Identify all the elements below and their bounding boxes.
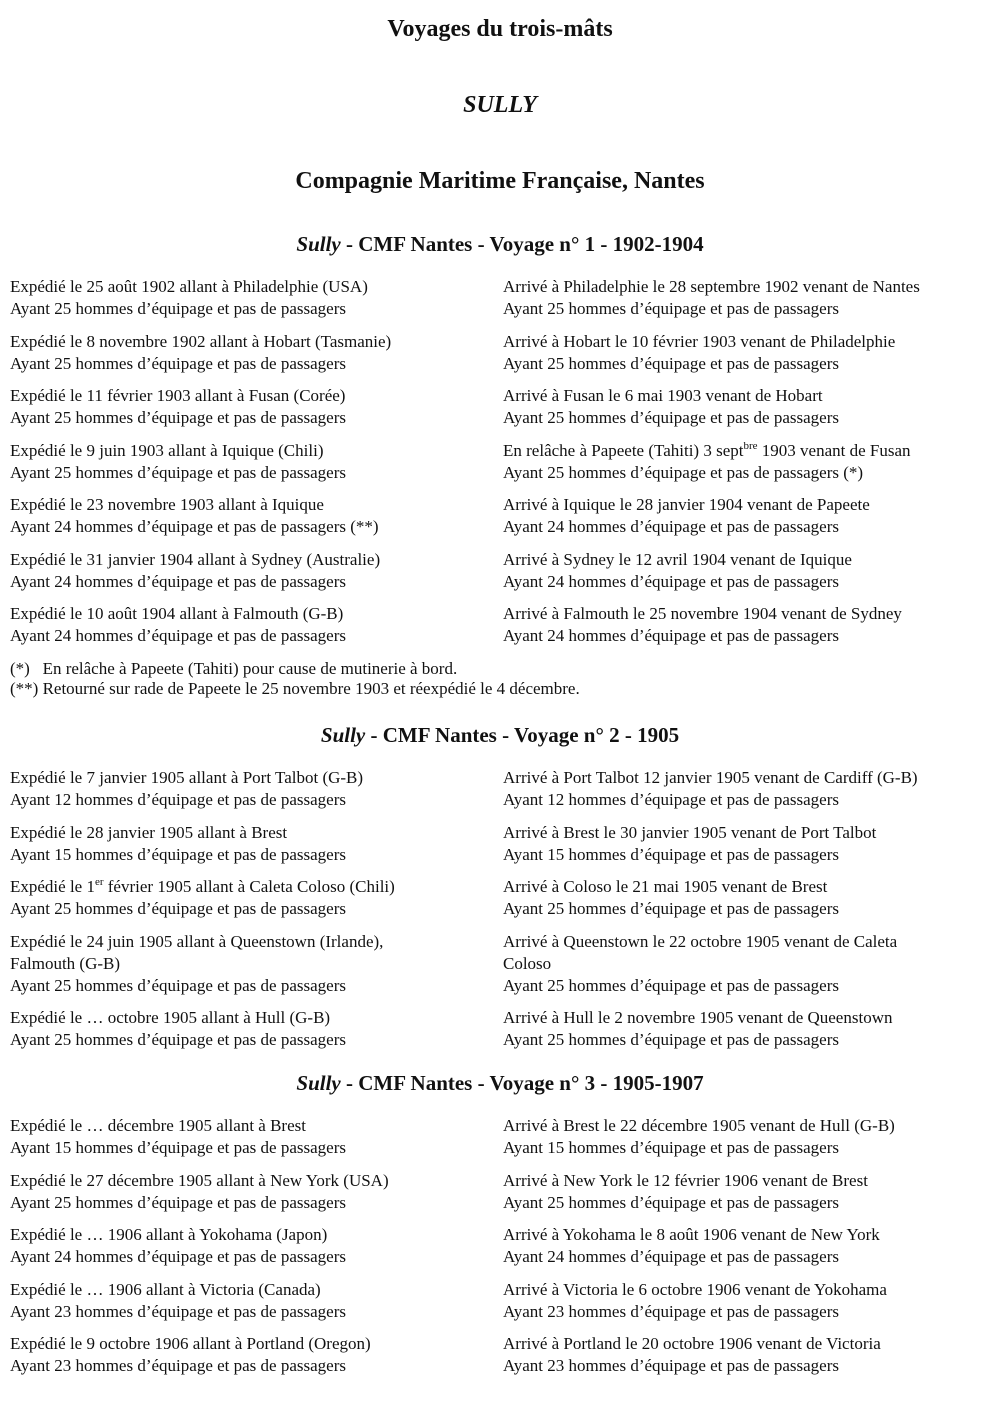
departure-entry xyxy=(10,494,503,538)
arrival-line: Arrivé à Sydney le 12 avril 1904 venant de Iquique xyxy=(503,549,852,569)
departure-entry xyxy=(10,385,503,429)
footnotes xyxy=(10,659,580,699)
departure-entry xyxy=(10,1224,503,1268)
crew-line: Ayant 25 hommes d’équipage et pas de passagers xyxy=(10,408,346,427)
departure-line: Expédié le 9 octobre 1906 allant à Portland (Oregon) xyxy=(10,1334,371,1353)
voyage-3-entries xyxy=(10,1115,990,1388)
crew-line: Ayant 25 hommes d’équipage et pas de passagers xyxy=(10,1030,346,1049)
crew-line: Ayant 15 hommes d’équipage et pas de passagers xyxy=(10,844,346,864)
departure-entry xyxy=(10,331,503,375)
arrival-entry xyxy=(503,931,990,997)
voyage-row xyxy=(10,1279,990,1323)
departure-entry xyxy=(10,603,503,647)
arrival-entry xyxy=(503,549,990,593)
voyage-heading-text: - CMF Nantes - Voyage n° 1 - 1902-1904 xyxy=(340,232,704,256)
voyage-row xyxy=(10,1333,990,1377)
departure-line: Expédié le 31 janvier 1904 allant à Sydney (Australie) xyxy=(10,549,381,569)
voyage-row xyxy=(10,603,990,647)
departure-line: Expédié le … 1906 allant à Victoria (Canada) xyxy=(10,1279,321,1299)
crew-line: Ayant 15 hommes d’équipage et pas de passagers xyxy=(503,844,839,864)
departure-line: Expédié le … décembre 1905 allant à Brest xyxy=(10,1116,306,1135)
crew-line: Ayant 12 hommes d’équipage et pas de passagers xyxy=(503,790,839,809)
departure-text-end: février 1905 allant à Caleta Coloso (Chili) xyxy=(103,877,395,896)
crew-line: Ayant 25 hommes d’équipage et pas de passagers xyxy=(503,899,839,918)
crew-line: Ayant 23 hommes d’équipage et pas de passagers xyxy=(503,1356,839,1375)
voyage-row xyxy=(10,440,990,484)
departure-entry xyxy=(10,931,503,997)
crew-line: Ayant 24 hommes d’équipage et pas de passagers xyxy=(10,626,346,645)
arrival-entry xyxy=(503,331,990,375)
crew-line: Ayant 15 hommes d’équipage et pas de passagers xyxy=(503,1138,839,1157)
voyage-3-title xyxy=(0,1071,1000,1096)
departure-line xyxy=(10,876,503,898)
voyage-row xyxy=(10,1224,990,1268)
crew-line: Ayant 25 hommes d’équipage et pas de passagers xyxy=(10,353,346,373)
arrival-entry xyxy=(503,822,990,866)
arrival-line: Arrivé à Falmouth le 25 novembre 1904 venant de Sydney xyxy=(503,604,902,623)
footnote-2: (**) Retourné sur rade de Papeete le 25 novembre 1903 et réexpédié le 4 décembre. xyxy=(10,679,580,698)
footnote-1: (*) En relâche à Papeete (Tahiti) pour cause de mutinerie à bord. xyxy=(10,659,458,678)
voyage-2-entries xyxy=(10,767,990,1062)
crew-line: Ayant 25 hommes d’équipage et pas de passagers xyxy=(503,1192,839,1212)
crew-line: Ayant 25 hommes d’équipage et pas de passagers (*) xyxy=(503,462,864,482)
departure-line-continued: Falmouth (G-B) xyxy=(10,953,121,973)
arrival-line: Arrivé à New York le 12 février 1906 venant de Brest xyxy=(503,1170,868,1190)
voyage-row xyxy=(10,494,990,538)
arrival-entry xyxy=(503,385,990,429)
crew-line: Ayant 23 hommes d’équipage et pas de passagers xyxy=(10,1356,346,1375)
departure-entry xyxy=(10,1170,503,1214)
departure-entry xyxy=(10,440,503,484)
crew-line: Ayant 23 hommes d’équipage et pas de passagers xyxy=(10,1301,346,1321)
arrival-entry xyxy=(503,1007,990,1051)
arrival-entry xyxy=(503,1115,990,1159)
voyage-heading-text: - CMF Nantes - Voyage n° 3 - 1905-1907 xyxy=(340,1071,704,1095)
company-name: Compagnie Maritime Française, Nantes xyxy=(295,168,705,194)
document-title: Voyages du trois-mâts xyxy=(387,16,613,42)
ship-name: SULLY xyxy=(463,92,537,118)
voyage-row xyxy=(10,876,990,920)
departure-line: Expédié le 9 juin 1903 allant à Iquique (Chili) xyxy=(10,440,324,460)
crew-line: Ayant 25 hommes d’équipage et pas de passagers xyxy=(10,1192,346,1212)
departure-line: Expédié le 7 janvier 1905 allant à Port Talbot (G-B) xyxy=(10,768,364,787)
departure-entry xyxy=(10,276,503,320)
departure-entry xyxy=(10,1115,503,1159)
voyage-row xyxy=(10,385,990,429)
departure-entry xyxy=(10,876,503,920)
departure-entry xyxy=(10,1279,503,1323)
stopover-text-end: 1903 venant de Fusan xyxy=(757,440,911,460)
crew-line: Ayant 25 hommes d’équipage et pas de passagers xyxy=(10,975,346,995)
voyage-ship-name: Sully xyxy=(296,232,341,256)
stopover-text: En relâche à Papeete (Tahiti) 3 sept xyxy=(503,440,744,460)
departure-entry xyxy=(10,767,503,811)
crew-line: Ayant 24 hommes d’équipage et pas de passagers xyxy=(503,517,839,536)
voyage-row xyxy=(10,1115,990,1159)
departure-line: Expédié le 28 janvier 1905 allant à Brest xyxy=(10,822,288,842)
crew-line: Ayant 24 hommes d’équipage et pas de passagers (**) xyxy=(10,517,379,536)
departure-entry xyxy=(10,1333,503,1377)
superscript: er xyxy=(94,876,104,888)
arrival-line: Arrivé à Coloso le 21 mai 1905 venant de Brest xyxy=(503,877,828,896)
crew-line: Ayant 23 hommes d’équipage et pas de passagers xyxy=(503,1301,839,1321)
arrival-line: Arrivé à Yokohama le 8 août 1906 venant de New York xyxy=(503,1225,880,1244)
crew-line: Ayant 25 hommes d’équipage et pas de passagers xyxy=(503,975,839,995)
arrival-entry xyxy=(503,494,990,538)
voyage-row xyxy=(10,549,990,593)
crew-line: Ayant 25 hommes d’équipage et pas de passagers xyxy=(503,299,839,318)
departure-line: Expédié le 10 août 1904 allant à Falmouth (G-B) xyxy=(10,604,344,623)
arrival-entry xyxy=(503,276,990,320)
arrival-line: Arrivé à Brest le 30 janvier 1905 venant de Port Talbot xyxy=(503,822,877,842)
stopover-line xyxy=(503,440,990,462)
voyage-row xyxy=(10,931,990,997)
arrival-line: Arrivé à Hobart le 10 février 1903 venant de Philadelphie xyxy=(503,331,896,351)
departure-line: Expédié le … 1906 allant à Yokohama (Japon) xyxy=(10,1225,328,1244)
crew-line: Ayant 25 hommes d’équipage et pas de passagers xyxy=(503,353,839,373)
arrival-line: Arrivé à Fusan le 6 mai 1903 venant de Hobart xyxy=(503,386,823,405)
voyage-row xyxy=(10,331,990,375)
departure-line: Expédié le … octobre 1905 allant à Hull (G-B) xyxy=(10,1008,331,1027)
arrival-entry xyxy=(503,603,990,647)
arrival-entry xyxy=(503,1224,990,1268)
arrival-entry xyxy=(503,876,990,920)
arrival-line: Arrivé à Port Talbot 12 janvier 1905 venant de Cardiff (G-B) xyxy=(503,768,918,787)
crew-line: Ayant 25 hommes d’équipage et pas de passagers xyxy=(503,408,839,427)
departure-line: Expédié le 24 juin 1905 allant à Queenstown (Irlande), xyxy=(10,931,384,951)
arrival-entry xyxy=(503,1333,990,1377)
crew-line: Ayant 24 hommes d’équipage et pas de passagers xyxy=(10,1247,346,1266)
departure-line: Expédié le 23 novembre 1903 allant à Iquique xyxy=(10,495,324,514)
departure-line: Expédié le 27 décembre 1905 allant à New York (USA) xyxy=(10,1170,389,1190)
voyage-row xyxy=(10,767,990,811)
voyage-1-entries xyxy=(10,276,990,658)
voyage-1-title xyxy=(0,232,1000,257)
voyage-row xyxy=(10,276,990,320)
crew-line: Ayant 24 hommes d’équipage et pas de passagers xyxy=(10,571,346,591)
arrival-line: Arrivé à Queenstown le 22 octobre 1905 venant de Caleta xyxy=(503,931,898,951)
crew-line: Ayant 25 hommes d’équipage et pas de passagers xyxy=(10,299,346,318)
arrival-line: Arrivé à Portland le 20 octobre 1906 venant de Victoria xyxy=(503,1334,881,1353)
departure-line: Expédié le 8 novembre 1902 allant à Hobart (Tasmanie) xyxy=(10,331,392,351)
departure-line: Expédié le 25 août 1902 allant à Philadelphie (USA) xyxy=(10,277,368,296)
arrival-line: Arrivé à Iquique le 28 janvier 1904 venant de Papeete xyxy=(503,495,870,514)
superscript: bre xyxy=(743,439,758,452)
arrival-entry xyxy=(503,440,990,484)
crew-line: Ayant 24 hommes d’équipage et pas de passagers xyxy=(503,626,839,645)
voyage-heading-text: - CMF Nantes - Voyage n° 2 - 1905 xyxy=(365,723,680,747)
arrival-line: Arrivé à Victoria le 6 octobre 1906 venant de Yokohama xyxy=(503,1279,887,1299)
arrival-line: Arrivé à Philadelphie le 28 septembre 1902 venant de Nantes xyxy=(503,277,920,296)
voyage-ship-name: Sully xyxy=(320,723,366,747)
arrival-entry xyxy=(503,1279,990,1323)
departure-line: Expédié le 11 février 1903 allant à Fusan (Corée) xyxy=(10,386,346,405)
arrival-entry xyxy=(503,1170,990,1214)
arrival-line: Arrivé à Brest le 22 décembre 1905 venant de Hull (G-B) xyxy=(503,1116,895,1135)
crew-line: Ayant 24 hommes d’équipage et pas de passagers xyxy=(503,571,839,591)
departure-entry xyxy=(10,1007,503,1051)
voyage-ship-name: Sully xyxy=(296,1071,341,1095)
crew-line: Ayant 25 hommes d’équipage et pas de passagers xyxy=(10,899,346,918)
crew-line: Ayant 25 hommes d’équipage et pas de passagers xyxy=(10,462,346,482)
arrival-line: Arrivé à Hull le 2 novembre 1905 venant de Queenstown xyxy=(503,1008,893,1027)
departure-entry xyxy=(10,822,503,866)
arrival-entry xyxy=(503,767,990,811)
voyage-row xyxy=(10,1007,990,1051)
departure-text: Expédié le 1 xyxy=(10,877,95,896)
arrival-line-continued: Coloso xyxy=(503,953,552,973)
voyage-2-title xyxy=(0,723,1000,748)
crew-line: Ayant 24 hommes d’équipage et pas de passagers xyxy=(503,1247,839,1266)
voyage-row xyxy=(10,822,990,866)
departure-entry xyxy=(10,549,503,593)
voyage-row xyxy=(10,1170,990,1214)
crew-line: Ayant 12 hommes d’équipage et pas de passagers xyxy=(10,790,346,809)
crew-line: Ayant 25 hommes d’équipage et pas de passagers xyxy=(503,1030,839,1049)
crew-line: Ayant 15 hommes d’équipage et pas de passagers xyxy=(10,1138,346,1157)
